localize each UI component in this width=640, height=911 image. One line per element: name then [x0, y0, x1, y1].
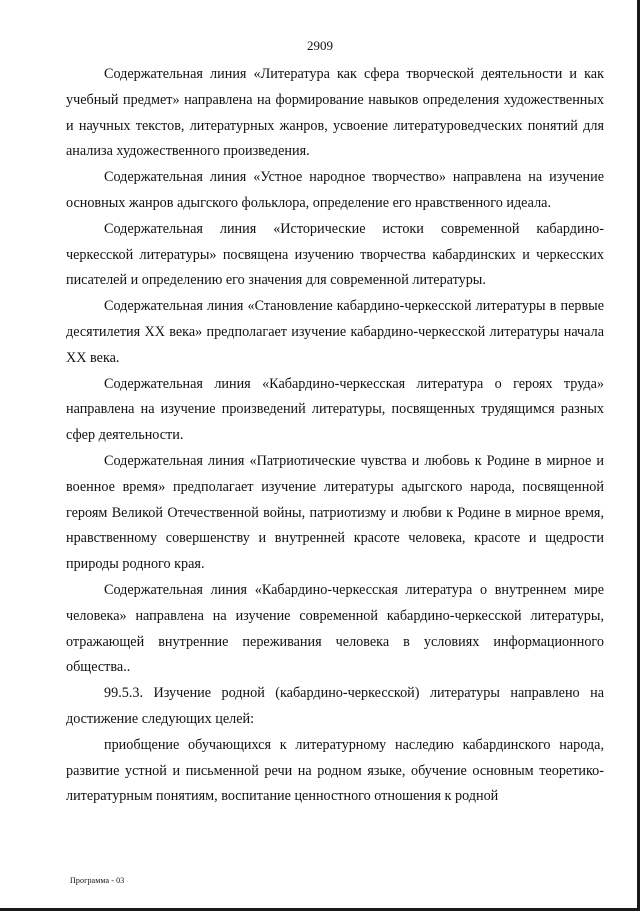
paragraph: Содержательная линия «Патриотические чувства и любовь к Родине в мирное и военное время» предполагает изучение литературы адыгского народа, посвященной героям Великой Отечественной войны, патриотизму и любви к Родине в мирное время, нравственному совершенству и внутренней красоте человека, красоте и щедрости природы родного края. — [66, 452, 604, 573]
paragraph: Содержательная линия «Становление кабардино-черкесской литературы в первые десятилетия XX века» предполагает изучение кабардино-черкесской литературы начала XX века. — [66, 298, 604, 366]
body-text — [66, 62, 604, 810]
footer-label: Программа - 03 — [70, 876, 125, 885]
page-number: 2909 — [307, 38, 333, 53]
paragraph: 99.5.3. Изучение родной (кабардино-черкесской) литературы направлено на достижение следующих целей: — [66, 685, 604, 727]
paragraph: Содержательная линия «Кабардино-черкесская литература о героях труда» направлена на изучение произведений литературы, посвященных трудящимся разных сфер деятельности. — [66, 375, 604, 444]
paragraph: Содержательная линия «Литература как сфера творческой деятельности и как учебный предмет» направлена на формирование навыков определения художественных и научных текстов, литературных жанров, усвоение литературоведческих понятий для анализа художественного произведения. — [66, 66, 604, 160]
paragraph: Содержательная линия «Кабардино-черкесская литература о внутреннем мире человека» направлена на изучение современной кабардино-черкесской литературы, отражающей внутренние переживания человека в условиях информационного общества.. — [66, 581, 604, 676]
paragraph: Содержательная линия «Устное народное творчество» направлена на изучение основных жанров адыгского фольклора, определение его нравственного идеала. — [66, 169, 604, 211]
paragraph: приобщение обучающихся к литературному наследию кабардинского народа, развитие устной и письменной речи на родном языке, обучение основным теоретико-литературным понятиям, воспитание ценностного отношения к родной — [66, 736, 604, 805]
paragraph: Содержательная линия «Исторические истоки современной кабардино-черкесской литературы» посвящена изучению творчества кабардинских и черкесских писателей и определению его значения для современной литературы. — [66, 220, 604, 289]
